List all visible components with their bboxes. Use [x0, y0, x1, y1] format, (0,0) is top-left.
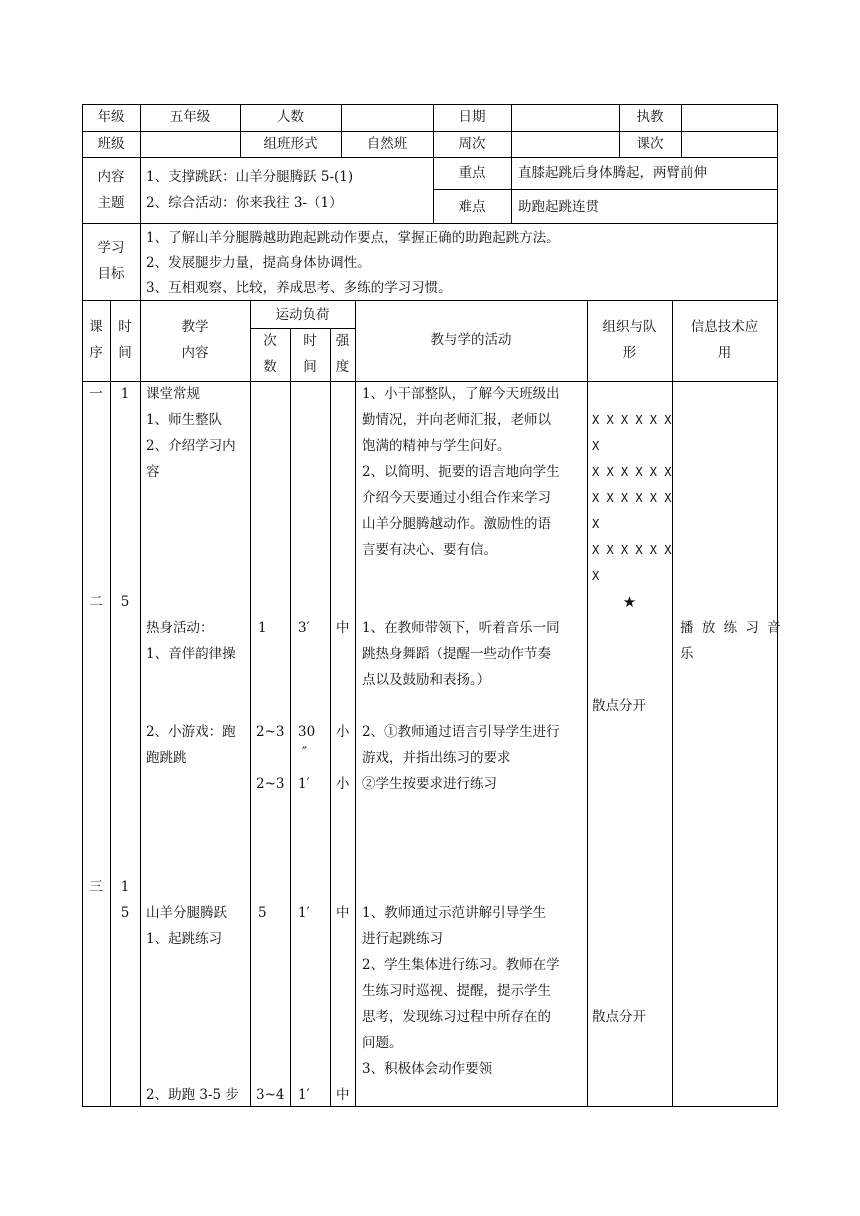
date-label: 日期	[458, 109, 486, 125]
formation-row: X X X X X X	[592, 413, 672, 427]
s2-content: 1、音伴韵律操	[146, 646, 236, 662]
col-load: 运动负荷	[275, 307, 330, 323]
s2-duration-2a: 30	[298, 724, 316, 740]
s3-activity: 进行起跳练习	[362, 931, 443, 947]
s1-content: 2、介绍学习内	[146, 438, 236, 454]
col-duration-1: 时	[303, 333, 317, 349]
s3-activity: 思考，发现练习过程中所存在的	[362, 1009, 551, 1025]
form-label: 组班形式	[263, 136, 318, 152]
col-intensity-1: 强	[335, 333, 350, 349]
s3-intensity-2: 中	[336, 1087, 350, 1103]
s3-time-1: 1	[120, 879, 130, 895]
s2-activity: 2、①教师通过语言引导学生进行	[362, 724, 560, 740]
s1-activity: 介绍今天要通过小组合作来学习	[362, 490, 551, 506]
teacher-star-icon: ★	[622, 593, 637, 611]
s3-content: 1、起跳练习	[146, 931, 223, 947]
s2-content: 热身活动：	[146, 620, 214, 636]
s2-count-1: 1	[258, 620, 267, 636]
col-seq-1: 课	[89, 319, 103, 335]
s2-duration-1: 3′	[298, 620, 310, 636]
s1-content: 1、师生整队	[146, 412, 223, 428]
col-it-1: 信息技术应	[690, 319, 759, 335]
content-label-2: 主题	[97, 195, 125, 211]
col-intensity-2: 度	[335, 359, 350, 375]
goals-label-1: 学习	[97, 240, 125, 256]
s1-activity: 言要有决心、要有信。	[362, 542, 497, 558]
s3-run-up: 2、助跑 3-5 步	[146, 1087, 239, 1103]
s1-time: 1	[120, 386, 130, 402]
s3-activity: 问题。	[362, 1035, 403, 1051]
goal-item: 3、互相观察、比较，养成思考、多练的学习习惯。	[146, 280, 452, 296]
col-duration-2: 间	[303, 359, 317, 375]
s2-activity: 游戏，并指出练习的要求	[362, 750, 511, 766]
col-time-1: 时	[118, 319, 132, 335]
s2-it: 乐	[680, 646, 694, 662]
s2-duration-2a-unit: ″	[302, 745, 308, 761]
col-org-2: 形	[622, 345, 637, 361]
goals-label-2: 目标	[97, 266, 125, 282]
s3-count-1: 5	[258, 905, 267, 921]
col-seq-2: 序	[89, 345, 103, 361]
s3-count-2: 3~4	[256, 1087, 285, 1103]
week-label: 周次	[458, 136, 486, 152]
formation-row: X X X X X X	[592, 543, 672, 557]
content-item-2: 2、综合活动：你来我往 3-（1）	[146, 195, 343, 211]
s1-content: 容	[146, 464, 160, 480]
s2-activity: 点以及鼓励和表扬。）	[362, 672, 491, 688]
s2-intensity-2b: 小	[336, 776, 350, 792]
grade-value: 五年级	[169, 109, 211, 125]
s3-org: 散点分开	[592, 1009, 646, 1025]
s2-activity: 1、在教师带领下，听着音乐一同	[362, 620, 560, 636]
difficulty-label: 难点	[458, 199, 486, 215]
s2-count-2b: 2~3	[256, 776, 285, 792]
key-point-label: 重点	[458, 165, 486, 181]
s3-intensity-1: 中	[336, 905, 350, 921]
s2-org: 散点分开	[592, 698, 646, 714]
s2-time: 5	[120, 594, 130, 610]
col-content-1: 教学	[181, 319, 209, 335]
s2-count-2a: 2~3	[256, 724, 285, 740]
s1-activity: 2、以简明、扼要的语言地向学生	[362, 464, 560, 480]
formation-row: X X X X X X	[592, 465, 672, 479]
s2-seq: 二	[89, 594, 103, 610]
s1-content: 课堂常规	[146, 386, 200, 402]
s2-activity: ②学生按要求进行练习	[362, 776, 497, 792]
s1-activity: 1、小干部整队，了解今天班级出	[362, 386, 560, 402]
s2-game: 跑跳跳	[146, 750, 187, 766]
s1-seq: 一	[89, 386, 103, 402]
formation-row: X	[592, 517, 600, 531]
s2-duration-2b: 1′	[298, 776, 310, 792]
s3-activity: 1、教师通过示范讲解引导学生	[362, 905, 547, 921]
difficulty-value: 助跑起跳连贯	[518, 199, 599, 215]
s3-activity: 2、学生集体进行练习。教师在学	[362, 957, 560, 973]
grade-label: 年级	[97, 109, 125, 125]
s3-activity: 3、积极体会动作要领	[362, 1061, 493, 1077]
col-count-1: 次	[263, 333, 277, 349]
s3-duration-2: 1′	[298, 1087, 310, 1103]
formation-row: X	[592, 439, 600, 453]
col-content-2: 内容	[181, 345, 209, 361]
class-label: 班级	[97, 136, 125, 152]
s3-duration-1: 1′	[298, 905, 310, 921]
content-item-1: 1、支撑跳跃：山羊分腿腾跃 5-(1)	[146, 169, 354, 185]
s1-activity: 饱满的精神与学生问好。	[362, 438, 511, 454]
s3-time-2: 5	[120, 905, 130, 921]
col-activity: 教与学的活动	[430, 332, 512, 348]
s2-it: 播 放 练 习 音	[680, 620, 783, 636]
formation-row: X X X X X X	[592, 491, 672, 505]
s3-activity: 生练习时巡视、提醒，提示学生	[362, 983, 551, 999]
goal-item: 2、发展腿步力量，提高身体协调性。	[146, 255, 371, 271]
lesson-label: 课次	[636, 136, 664, 152]
col-it-2: 用	[717, 345, 732, 361]
col-org-1: 组织与队	[602, 319, 657, 335]
s2-intensity-1: 中	[336, 620, 350, 636]
form-value: 自然班	[366, 136, 408, 152]
s1-activity: 勤情况，并向老师汇报，老师以	[362, 412, 551, 428]
col-count-2: 数	[263, 359, 277, 375]
s3-seq: 三	[89, 879, 103, 895]
s3-content: 山羊分腿腾跃	[146, 905, 227, 921]
content-label-1: 内容	[97, 169, 125, 185]
key-point-value: 直膝起跳后身体腾起，两臂前伸	[518, 165, 707, 181]
formation-row: X	[592, 569, 600, 583]
s1-activity: 山羊分腿腾越动作。激励性的语	[362, 516, 551, 532]
goal-item: 1、了解山羊分腿腾越助跑起跳动作要点，掌握正确的助跑起跳方法。	[146, 230, 560, 246]
col-time-2: 间	[118, 345, 132, 361]
count-label: 人数	[277, 109, 304, 125]
s2-intensity-2a: 小	[336, 724, 350, 740]
s2-game: 2、小游戏：跑	[146, 724, 236, 740]
s2-activity: 跳热身舞蹈（提醒一些动作节奏	[362, 646, 551, 662]
teacher-label: 执教	[636, 109, 664, 125]
